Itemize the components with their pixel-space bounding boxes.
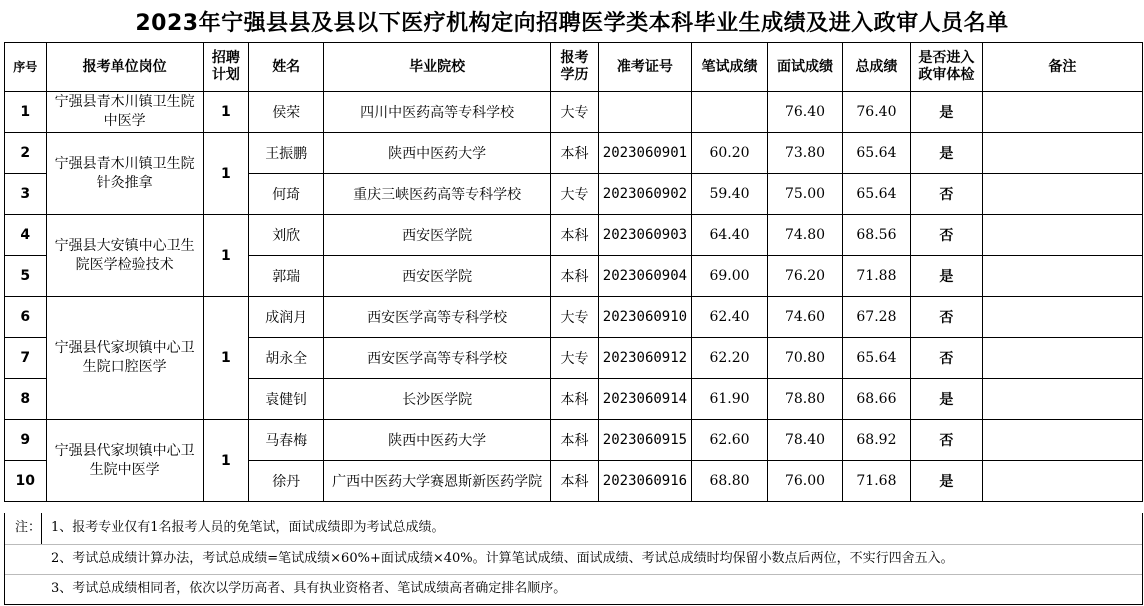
cell-exam-no: 2023060904 — [598, 256, 691, 297]
cell-seq: 3 — [5, 174, 47, 215]
cell-interview: 74.60 — [768, 297, 843, 338]
cell-school: 四川中医药高等专科学校 — [324, 92, 551, 133]
cell-name: 袁健钊 — [249, 379, 324, 420]
cell-seq: 8 — [5, 379, 47, 420]
cell-exam-no — [598, 92, 691, 133]
cell-total: 71.88 — [843, 256, 911, 297]
cell-remark — [982, 297, 1142, 338]
cell-name: 马春梅 — [249, 420, 324, 461]
cell-remark — [982, 338, 1142, 379]
cell-unit: 宁强县代家坝镇中心卫生院口腔医学 — [46, 297, 203, 420]
cell-school: 西安医学高等专科学校 — [324, 297, 551, 338]
cell-exam-no: 2023060902 — [598, 174, 691, 215]
header-name: 姓名 — [249, 43, 324, 92]
cell-edu: 本科 — [551, 256, 599, 297]
cell-seq: 1 — [5, 92, 47, 133]
table-row — [5, 297, 1143, 338]
note-line: 1、报考专业仅有1名报考人员的免笔试，面试成绩即为考试总成绩。 — [51, 520, 445, 535]
cell-written: 60.20 — [692, 133, 768, 174]
header-exam-no: 准考证号 — [598, 43, 691, 92]
cell-seq: 7 — [5, 338, 47, 379]
cell-total: 68.92 — [843, 420, 911, 461]
table-row — [5, 92, 1143, 133]
cell-remark — [982, 379, 1142, 420]
cell-exam-no: 2023060901 — [598, 133, 691, 174]
cell-unit: 宁强县代家坝镇中心卫生院中医学 — [46, 420, 203, 502]
cell-review: 是 — [910, 461, 982, 502]
cell-review: 是 — [910, 379, 982, 420]
header-remark: 备注 — [982, 43, 1142, 92]
cell-written: 62.40 — [692, 297, 768, 338]
cell-remark — [982, 174, 1142, 215]
cell-interview: 75.00 — [768, 174, 843, 215]
table-row — [5, 133, 1143, 174]
cell-interview: 74.80 — [768, 215, 843, 256]
cell-plan: 1 — [203, 420, 249, 502]
header-row — [5, 43, 1143, 92]
results-table — [4, 42, 1143, 502]
cell-written: 68.80 — [692, 461, 768, 502]
cell-edu: 大专 — [551, 92, 599, 133]
header-school: 毕业院校 — [324, 43, 551, 92]
cell-total: 65.64 — [843, 133, 911, 174]
cell-plan: 1 — [203, 297, 249, 420]
note-line: 3、考试总成绩相同者，依次以学历高者、具有执业资格者、笔试成绩高者确定排名顺序。 — [51, 581, 567, 596]
header-total: 总成绩 — [843, 43, 911, 92]
cell-interview: 76.40 — [768, 92, 843, 133]
cell-exam-no: 2023060912 — [598, 338, 691, 379]
cell-school: 陕西中医药大学 — [324, 133, 551, 174]
cell-seq: 5 — [5, 256, 47, 297]
cell-remark — [982, 92, 1142, 133]
cell-exam-no: 2023060916 — [598, 461, 691, 502]
cell-edu: 本科 — [551, 461, 599, 502]
header-written: 笔试成绩 — [692, 43, 768, 92]
cell-remark — [982, 461, 1142, 502]
cell-name: 侯荣 — [249, 92, 324, 133]
cell-name: 成润月 — [249, 297, 324, 338]
cell-edu: 大专 — [551, 297, 599, 338]
cell-name: 郭瑞 — [249, 256, 324, 297]
cell-edu: 大专 — [551, 174, 599, 215]
cell-seq: 2 — [5, 133, 47, 174]
header-plan: 招聘计划 — [203, 43, 249, 92]
cell-interview: 70.80 — [768, 338, 843, 379]
header-interview: 面试成绩 — [768, 43, 843, 92]
cell-review: 否 — [910, 420, 982, 461]
cell-total: 65.64 — [843, 174, 911, 215]
cell-school: 长沙医学院 — [324, 379, 551, 420]
cell-review: 是 — [910, 133, 982, 174]
cell-review: 否 — [910, 338, 982, 379]
cell-interview: 78.80 — [768, 379, 843, 420]
cell-name: 刘欣 — [249, 215, 324, 256]
cell-total: 71.68 — [843, 461, 911, 502]
cell-total: 65.64 — [843, 338, 911, 379]
header-edu: 报考学历 — [551, 43, 599, 92]
cell-plan: 1 — [203, 215, 249, 297]
cell-plan: 1 — [203, 92, 249, 133]
cell-exam-no: 2023060910 — [598, 297, 691, 338]
cell-remark — [982, 256, 1142, 297]
cell-written: 62.60 — [692, 420, 768, 461]
header-seq: 序号 — [5, 43, 47, 92]
cell-written: 61.90 — [692, 379, 768, 420]
cell-seq: 4 — [5, 215, 47, 256]
cell-plan: 1 — [203, 133, 249, 215]
cell-exam-no: 2023060915 — [598, 420, 691, 461]
cell-total: 67.28 — [843, 297, 911, 338]
cell-unit: 宁强县青木川镇卫生院针灸推拿 — [46, 133, 203, 215]
table-row — [5, 215, 1143, 256]
cell-written: 62.20 — [692, 338, 768, 379]
cell-seq: 9 — [5, 420, 47, 461]
cell-exam-no: 2023060903 — [598, 215, 691, 256]
cell-edu: 本科 — [551, 379, 599, 420]
cell-interview: 78.40 — [768, 420, 843, 461]
cell-interview: 76.20 — [768, 256, 843, 297]
header-unit: 报考单位岗位 — [46, 43, 203, 92]
cell-edu: 本科 — [551, 133, 599, 174]
cell-total: 68.66 — [843, 379, 911, 420]
cell-school: 西安医学院 — [324, 256, 551, 297]
cell-exam-no: 2023060914 — [598, 379, 691, 420]
notes-divider — [41, 513, 42, 544]
cell-written: 59.40 — [692, 174, 768, 215]
cell-review: 否 — [910, 297, 982, 338]
cell-written: 69.00 — [692, 256, 768, 297]
cell-review: 是 — [910, 256, 982, 297]
cell-remark — [982, 133, 1142, 174]
cell-name: 胡永全 — [249, 338, 324, 379]
cell-edu: 本科 — [551, 420, 599, 461]
table-row — [5, 420, 1143, 461]
cell-total: 68.56 — [843, 215, 911, 256]
notes-label: 注： — [15, 520, 42, 535]
cell-seq: 10 — [5, 461, 47, 502]
cell-unit: 宁强县大安镇中心卫生院医学检验技术 — [46, 215, 203, 297]
cell-review: 是 — [910, 92, 982, 133]
cell-school: 陕西中医药大学 — [324, 420, 551, 461]
cell-interview: 76.00 — [768, 461, 843, 502]
cell-name: 徐丹 — [249, 461, 324, 502]
cell-total: 76.40 — [843, 92, 911, 133]
cell-school: 广西中医药大学赛恩斯新医药学院 — [324, 461, 551, 502]
note-line: 2、考试总成绩计算办法，考试总成绩=笔试成绩×60%+面试成绩×40%。计算笔试成绩、面试成绩、考试总成绩时均保留小数点后两位，不实行四舍五入。 — [51, 551, 954, 566]
cell-edu: 本科 — [551, 215, 599, 256]
cell-interview: 73.80 — [768, 133, 843, 174]
cell-remark — [982, 215, 1142, 256]
cell-review: 否 — [910, 174, 982, 215]
cell-school: 重庆三峡医药高等专科学校 — [324, 174, 551, 215]
cell-school: 西安医学院 — [324, 215, 551, 256]
cell-remark — [982, 420, 1142, 461]
cell-name: 何琦 — [249, 174, 324, 215]
cell-review: 否 — [910, 215, 982, 256]
cell-written: 64.40 — [692, 215, 768, 256]
notes-section — [4, 513, 1143, 605]
cell-unit: 宁强县青木川镇卫生院中医学 — [46, 92, 203, 133]
cell-seq: 6 — [5, 297, 47, 338]
cell-name: 王振鹏 — [249, 133, 324, 174]
cell-edu: 大专 — [551, 338, 599, 379]
cell-written — [692, 92, 768, 133]
cell-school: 西安医学高等专科学校 — [324, 338, 551, 379]
header-review: 是否进入政审体检 — [910, 43, 982, 92]
page-title: 2023年宁强县县及县以下医疗机构定向招聘医学类本科毕业生成绩及进入政审人员名单 — [135, 10, 1009, 36]
